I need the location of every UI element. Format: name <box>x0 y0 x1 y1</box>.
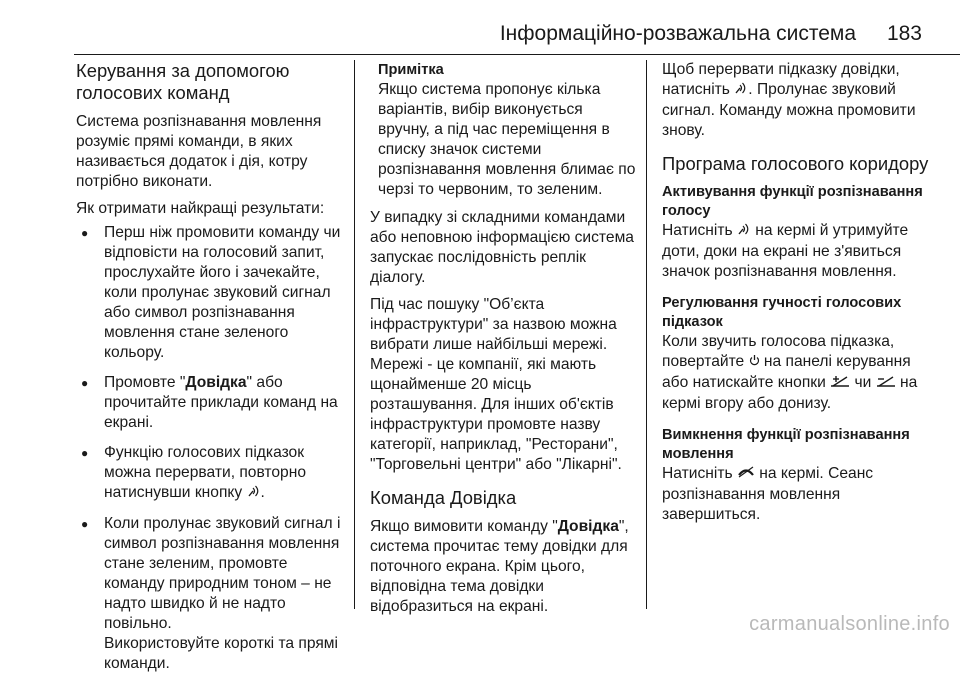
note-title: Примітка <box>378 62 444 78</box>
paragraph-help-command: Якщо вимовити команду "Довідка", система прочитає тему довідки для поточного екрана. Крім цього, відповідна тема довідки відобразиться на екрані. <box>370 518 629 615</box>
section-heading-help-command: Команда Довідка <box>370 487 517 508</box>
column-divider <box>354 60 355 609</box>
column-left <box>76 60 344 684</box>
paragraph-poi-search: Під час пошуку "Об’єкта інфраструктури" за назвою можна вибрати лише найбільші мережі. Мережі - це компанії, які мають щонайменше 20 місць розташування. Для інших об'єктів інфраструктури промовте назву категорії, наприклад, "Ресторани", "Торговельні центри" або "Лікарні". <box>370 296 622 473</box>
paragraph-intro: Система розпізнавання мовлення розуміє прямі команди, в яких називається додаток і дія, котру потрібно виконати. <box>76 113 322 190</box>
subheading-activate: Активування функції розпізнавання голосу <box>662 184 923 219</box>
list-item: ● Коли пролунає звуковий сигнал і символ розпізнавання мовлення стане зеленим, промовте команду природним тоном – не надто швидко й не надто повільно. Використовуйте короткі та прямі команди. <box>76 514 344 674</box>
voice-button-icon <box>734 83 748 98</box>
list-item: ● Промовте "Довідка" або прочитайте приклади команд на екрані. <box>76 373 344 433</box>
column-divider <box>646 60 647 609</box>
paragraph-deactivate: Натисніть на кермі. Сеанс розпізнавання мовлення завершиться. <box>662 465 874 523</box>
help-keyword: Довідка <box>185 374 247 391</box>
paragraph-volume: Коли звучить голосова підказка, повертайте на панелі керування або натискайте кнопки чи на кермі вгору або донизу. <box>662 333 918 412</box>
paragraph-interrupt-help: Щоб перервати підказку довідки, натисніть . Пролунає звуковий сигнал. Команду можна промовити знову. <box>662 61 916 139</box>
voice-button-icon <box>247 486 261 501</box>
end-call-icon <box>737 467 755 482</box>
voice-button-icon <box>737 224 751 239</box>
column-middle <box>370 60 636 624</box>
column-right <box>662 60 932 532</box>
watermark: carmanualsonline.info <box>749 613 950 635</box>
header-rule <box>74 54 960 55</box>
section-heading-voice-pass-through: Програма голосового коридору <box>662 153 929 174</box>
volume-down-icon <box>876 376 896 391</box>
power-knob-icon <box>749 355 760 370</box>
note-text: Якщо система пропонує кілька варіантів, вибір виконується вручну, а під час переміщення в списку значок системи розпізнавання мовлення блимає по черзі то червоним, то зеленим. <box>378 81 636 198</box>
list-item: ● Перш ніж промовити команду чи відповісти на голосовий запит, прослухайте його і зачекайте, коли пролунає звуковий сигнал або символ розпізнавання мовлення стане зеленого кольору. <box>76 223 344 363</box>
volume-up-icon <box>830 376 850 391</box>
paragraph-activate: Натисніть на кермі й утримуйте доти, доки на екрані не з'явиться значок розпізнавання мовлення. <box>662 222 909 280</box>
section-heading-voice-commands: Керування за допомогою голосових команд <box>76 60 290 103</box>
list-item: ● Функцію голосових підказок можна перервати, повторно натиснувши кнопку . <box>76 443 344 504</box>
paragraph-dialog: У випадку зі складними командами або неповною інформацією система запускає послідовність реплік діалогу. <box>370 209 634 286</box>
paragraph-tips-lead: Як отримати найкращі результати: <box>76 200 325 217</box>
tips-list <box>76 223 344 674</box>
help-keyword: Довідка <box>557 518 619 535</box>
page-header <box>0 0 960 56</box>
running-header-title: Інформаційно-розважальна система <box>499 22 856 45</box>
note-box <box>370 60 636 200</box>
subheading-volume: Регулювання гучності голосових підказок <box>662 295 902 330</box>
subheading-deactivate: Вимкнення функції розпізнавання мовлення <box>662 427 910 462</box>
page-number: 183 <box>886 22 922 45</box>
